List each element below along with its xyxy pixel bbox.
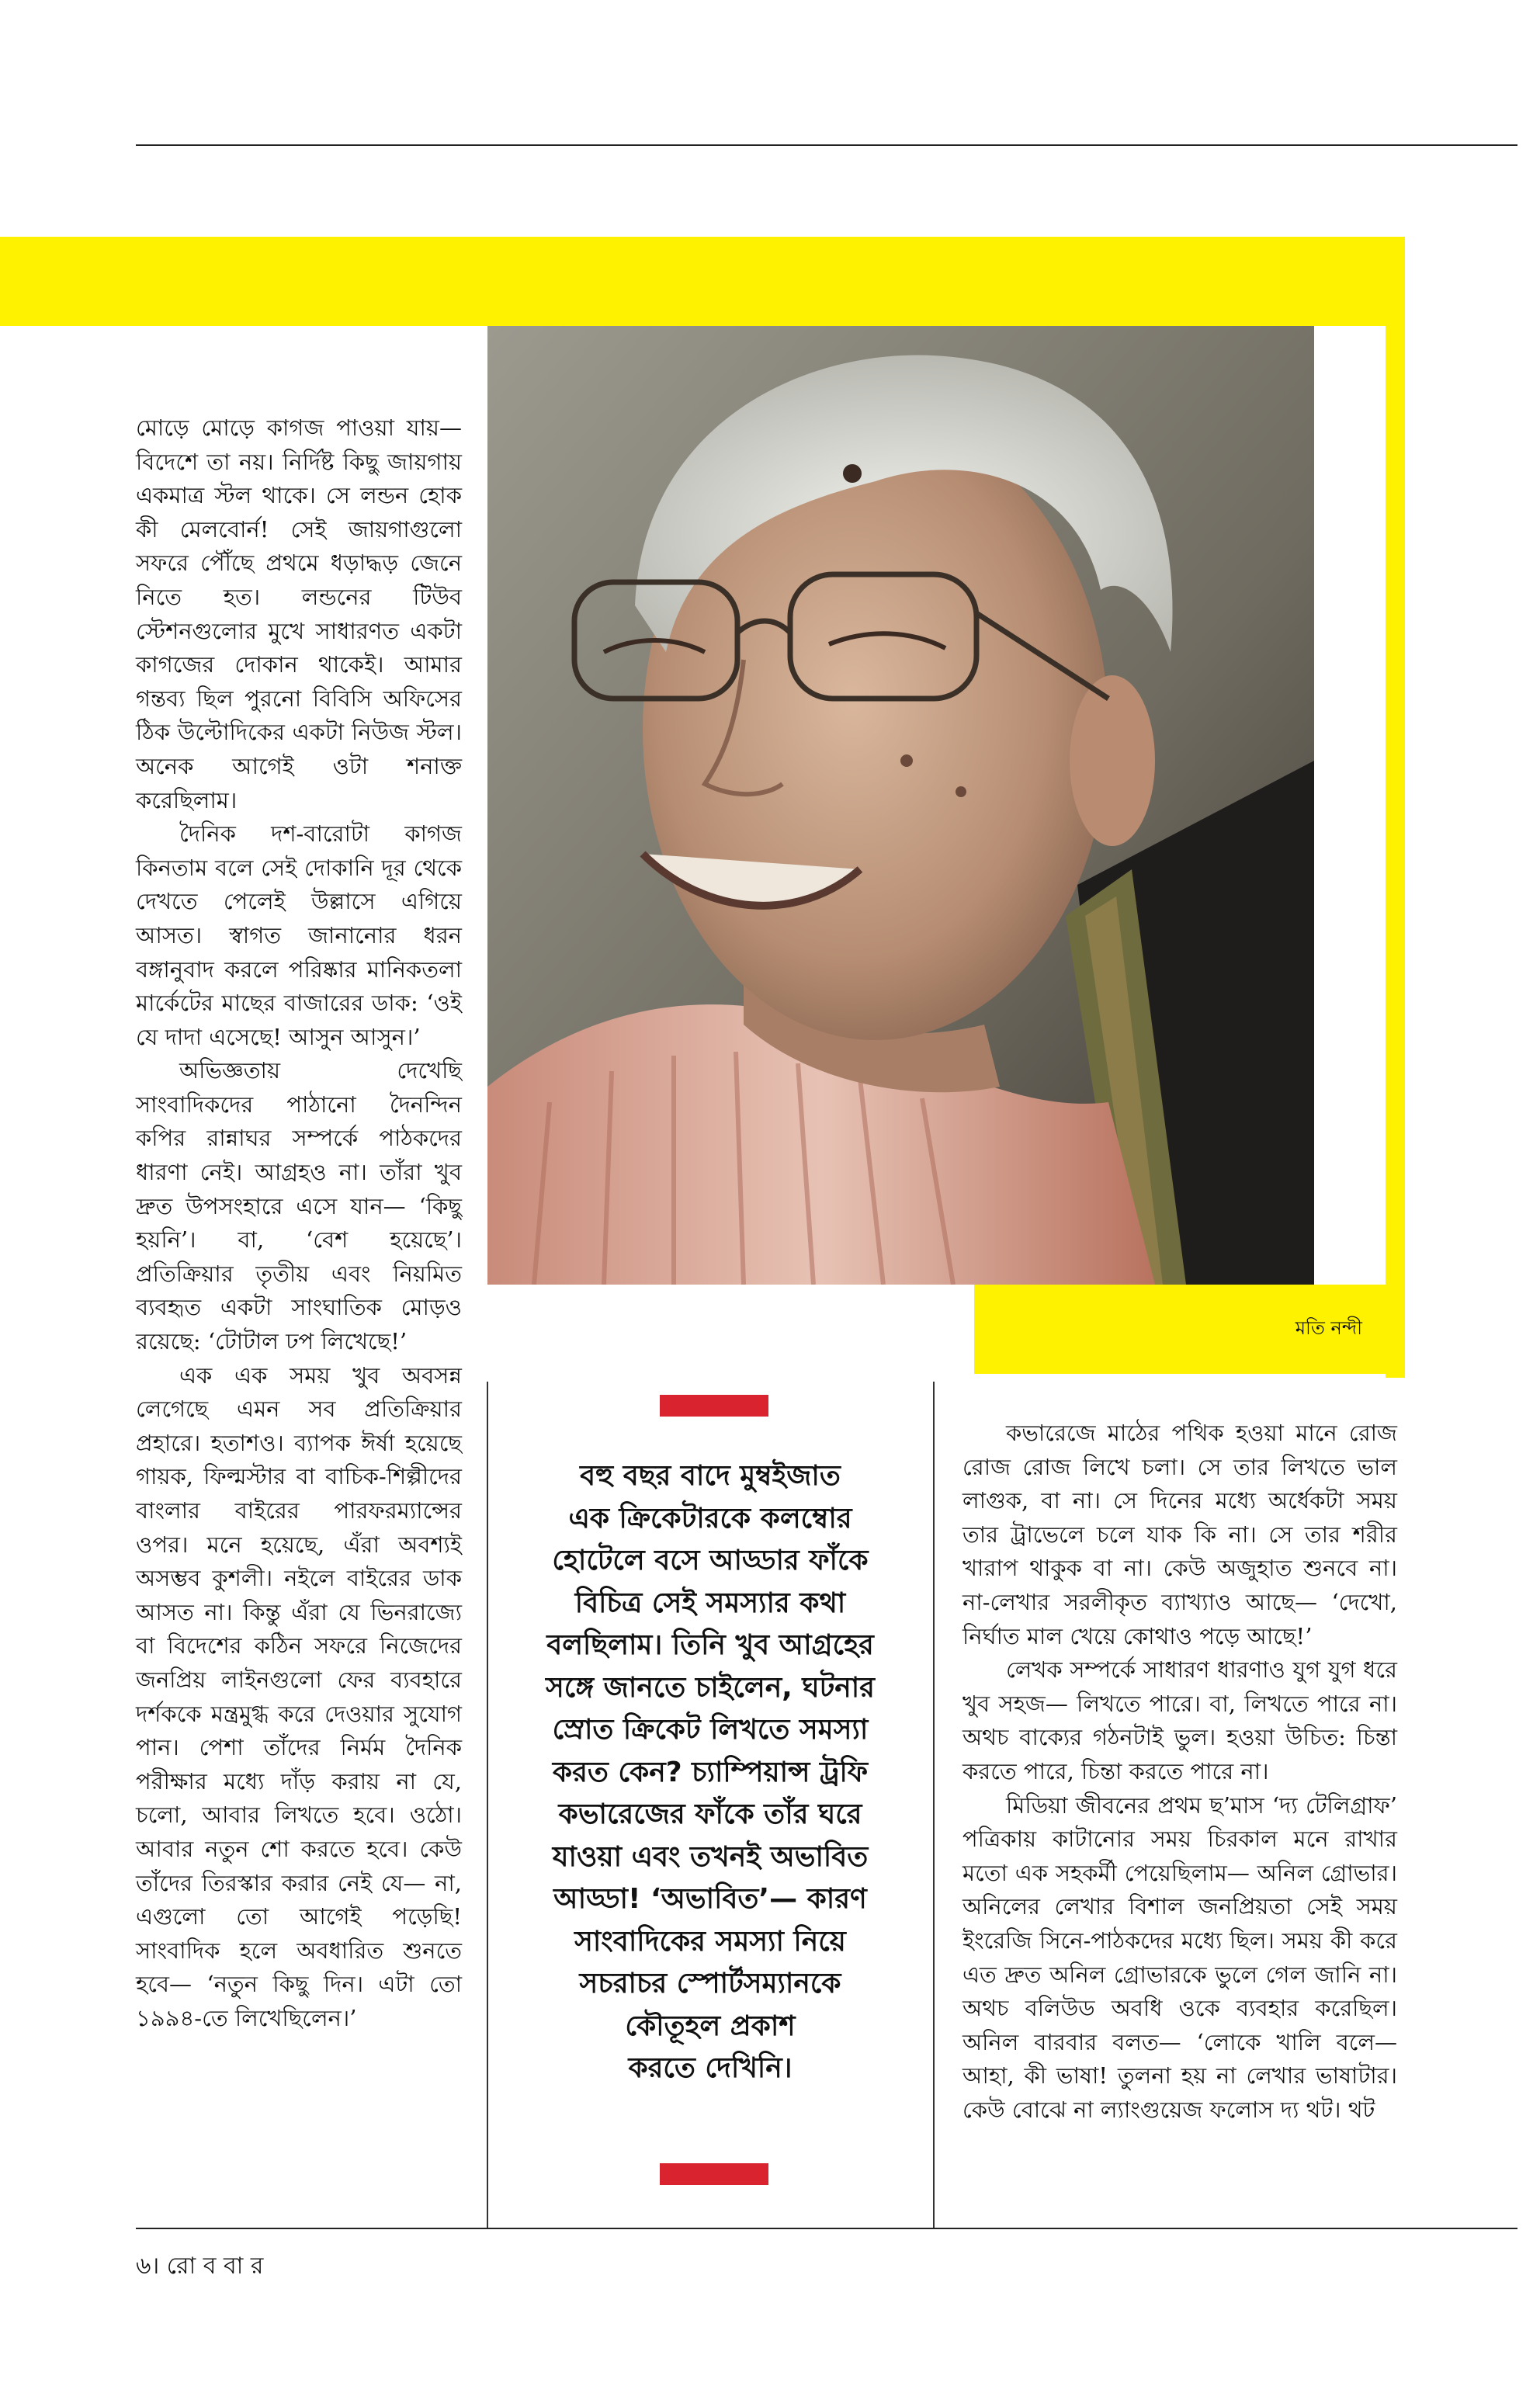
paragraph: লেখক সম্পর্কে সাধারণ ধারণাও যুগ যুগ ধরে খুব সহজ— লিখতে পারে। বা, লিখতে পারে না। অথচ বাক্যের গঠনটাই ভুল। হওয়া উচিত: চিন্তা করতে পারে, চিন্তা করতে পারে না।: [962, 1656, 1397, 1784]
paragraph: দৈনিক দশ-বারোটা কাগজ কিনতাম বলে সেই দোকানি দূর থেকে দেখতে পেলেই উল্লাসে এগিয়ে আসত। স্বাগত জানানোর ধরন বঙ্গানুবাদ করলে পরিষ্কার মানিকতলা মার্কেটের মাছের বাজারের ডাক: ‘ওই যে দাদা এসেছে! আসুন আসুন।’: [136, 820, 462, 1050]
pullquote-line: সচরাচর স্পোর্টসম্যানকে: [579, 1968, 841, 1999]
pullquote-bottom-bar: [660, 2163, 768, 2185]
pullquote-line: কৌতূহল প্রকাশ: [625, 2010, 796, 2042]
column-divider: [487, 1382, 488, 2228]
pullquote-line: করত কেন? চ্যাম্পিয়ান্স ট্রফি: [552, 1756, 869, 1788]
yellow-side-band: [1386, 237, 1405, 1378]
pullquote-line: বহু বছর বাদে মুম্বইজাত: [580, 1460, 841, 1492]
pullquote-line: বলছিলাম। তিনি খুব আগ্রহের: [546, 1629, 874, 1661]
column-divider: [933, 1382, 935, 2228]
article-column-3: [962, 1417, 1397, 2127]
paragraph: এক এক সময় খুব অবসন্ন লেগেছে এমন সব প্রতিক্রিয়ার প্রহারে। হতাশও। ব্যাপক ঈর্ষা হয়েছে গায়ক, ফিল্মস্টার বা বাচিক-শিল্পীদের বাংলার বাইরের পারফরম্যান্সের ওপর। মনে হয়েছে, এঁরা অবশ্যই অসম্ভব কুশলী। নইলে বাইরের ডাক আসত না। কিন্তু এঁরা যে ভিনরাজ্যে বা বিদেশের কঠিন সফরে নিজেদের জনপ্রিয় লাইনগুলো ফের ব্যবহারে দর্শককে মন্ত্রমুগ্ধ করে দেওয়ার সুযোগ পান। পেশা তাঁদের নির্মম দৈনিক পরীক্ষার মধ্যে দাঁড় করায় না যে, চলো, আবার লিখতে হবে। ওঠো। আবার নতুন শো করতে হবে। কেউ তাঁদের তিরস্কার করার নেই যে— না, এগুলো তো আগেই পড়েছি! সাংবাদিক হলে অবধারিত শুনতে হবে— ‘নতুন কিছু দিন। এটা তো ১৯৯৪-তে লিখেছিলেন।’: [136, 1361, 462, 2031]
yellow-header-band: [0, 237, 1405, 326]
header-rule: [136, 144, 1517, 146]
pullquote-line: এক ক্রিকেটারকে কলম্বোর: [568, 1502, 852, 1535]
pullquote-line: আড্ডা! ‘অভাবিত’— কারণ: [553, 1883, 867, 1915]
page-footer: [136, 2247, 263, 2287]
pullquote-line: কভারেজের ফাঁকে তাঁর ঘরে: [558, 1798, 862, 1830]
paragraph: অভিজ্ঞতায় দেখেছি সাংবাদিকদের পাঠানো দৈনন্দিন কপির রান্নাঘর সম্পর্কে পাঠকদের ধারণা নেই। আগ্রহও না। তাঁরা খুব দ্রুত উপসংহারে এসে যান— ‘কিছু হয়নি’। বা, ‘বেশ হয়েছে’। প্রতিক্রিয়ার তৃতীয় এবং নিয়মিত ব্যবহৃত একটা সাংঘাতিক মোড়ও রয়েছে: ‘টোটাল ঢপ লিখেছে!’: [136, 1057, 462, 1355]
portrait-photo: [487, 326, 1314, 1285]
paragraph: মিডিয়া জীবনের প্রথম ছ’মাস ‘দ্য টেলিগ্রাফ’ পত্রিকায় কাটানোর সময় চিরকাল মনে রাখার মতো এক সহকর্মী পেয়েছিলাম— অনিল গ্রোভার। অনিলের লেখার বিশাল জনপ্রিয়তা সেই সময় ইংরেজি সিনে-পাঠকদের মধ্যে ছিল। সময় কী করে এত দ্রুত অনিল গ্রোভারকে ভুলে গেল জানি না। অথচ বলিউড অবধি ওকে ব্যবহার করেছিল। অনিল বারবার বলত— ‘লোকে খালি বলে— আহা, কী ভাষা! তুলনা হয় না লেখার ভাষাটার। কেউ বোঝে না ল্যাংগুয়েজ ফলোস দ্য থট। থট: [962, 1791, 1397, 2123]
photo-caption: মতি নন্দী: [1295, 1316, 1362, 1339]
pullquote-line: যাওয়া এবং তখনই অভাবিত: [552, 1840, 869, 1873]
paragraph: মোড়ে মোড়ে কাগজ পাওয়া যায়— বিদেশে তা নয়। নির্দিষ্ট কিছু জায়গায় একমাত্র স্টল থাকে। সে লন্ডন হোক কী মেলবোর্ন! সেই জায়গাগুলো সফরে পৌঁছে প্রথমে ধড়াদ্ধড় জেনে নিতে হত। লন্ডনের টিউব স্টেশনগুলোর মুখে সাধারণত একটা কাগজের দোকান থাকেই। আমার গন্তব্য ছিল পুরনো বিবিসি অফিসের ঠিক উল্টোদিকের একটা নিউজ স্টল। অনেক আগেই ওটা শনাক্ত করেছিলাম।: [136, 414, 462, 813]
pullquote-top-bar: [660, 1395, 768, 1417]
pullquote-line: হোটেলে বসে আড্ডার ফাঁকে: [552, 1545, 869, 1576]
section-name: রো ব বা র: [166, 2253, 264, 2280]
page-number: ৬: [136, 2253, 151, 2280]
footer-rule: [136, 2228, 1517, 2229]
article-column-1: [136, 411, 462, 2036]
pullquote: [497, 1455, 924, 2090]
footer-separator: ।: [151, 2253, 160, 2280]
pullquote-line: সাংবাদিকের সমস্যা নিয়ে: [574, 1925, 846, 1958]
pullquote-line: বিচিত্র সেই সমস্যার কথা: [574, 1587, 846, 1619]
pullquote-line: স্রোত ক্রিকেট লিখতে সমস্যা: [552, 1714, 869, 1746]
pullquote-line: করতে দেখিনি।: [628, 2052, 793, 2084]
paragraph: কভারেজে মাঠের পথিক হওয়া মানে রোজ রোজ রোজ লিখে চলা। সে তার লিখতে ভাল লাগুক, বা না। সে দিনের মধ্যে অর্ধেকটা সময় তার ট্রাভেলে চলে যাক কি না। সে তার শরীর খারাপ থাকুক বা না। কেউ অজুহাত শুনবে না। না-লেখার সরলীকৃত ব্যাখ্যাও আছে— ‘দেখো, নির্ঘাত মাল খেয়ে কোথাও পড়ে আছে!’: [962, 1420, 1397, 1649]
pullquote-line: সঙ্গে জানতে চাইলেন, ঘটনার: [546, 1671, 875, 1704]
